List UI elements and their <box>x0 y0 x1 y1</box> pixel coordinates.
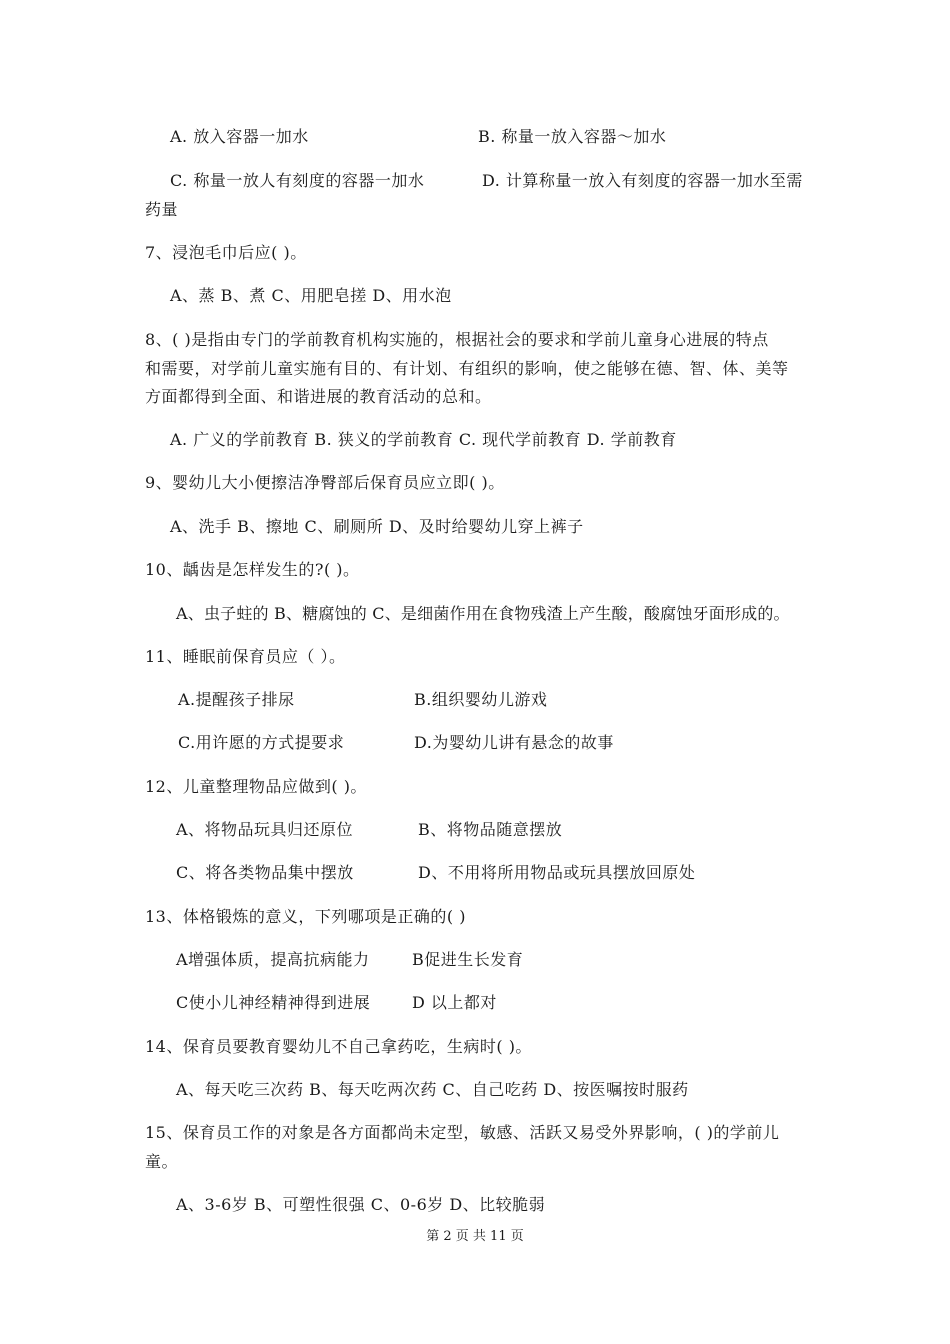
q6-option-d-continued: 药量 <box>145 200 179 219</box>
q7-options: A、蒸 B、煮 C、用肥皂搓 D、用水泡 <box>170 286 452 305</box>
question-14: 14、保育员要教育婴幼儿不自己拿药吃，生病时( )。 <box>145 1037 532 1056</box>
q6-option-d: D. 计算称量一放入有刻度的容器一加水至需 <box>482 171 803 190</box>
q12-option-a: A、将物品玩具归还原位 <box>176 820 354 839</box>
q12-option-c: C、将各类物品集中摆放 <box>176 863 354 882</box>
q11-option-b: B.组织婴幼儿游戏 <box>414 690 548 709</box>
q13-option-a: A增强体质，提高抗病能力 <box>176 950 370 969</box>
question-9: 9、婴幼儿大小便擦洁净臀部后保育员应立即( )。 <box>145 473 505 492</box>
q9-options: A、洗手 B、擦地 C、刷厕所 D、及时给婴幼儿穿上裤子 <box>170 517 584 536</box>
question-13: 13、体格锻炼的意义，下列哪项是正确的( ) <box>145 907 466 926</box>
q8-options: A. 广义的学前教育 B. 狭义的学前教育 C. 现代学前教育 D. 学前教育 <box>170 430 677 449</box>
q6-option-b: B. 称量一放入容器～加水 <box>478 127 667 146</box>
q6-option-c: C. 称量一放人有刻度的容器一加水 <box>170 171 425 190</box>
q12-option-b: B、将物品随意摆放 <box>418 820 563 839</box>
question-15-line-1: 15、保育员工作的对象是各方面都尚未定型，敏感、活跃又易受外界影响，( )的学前儿 <box>145 1123 780 1142</box>
q10-options: A、虫子蛀的 B、糖腐蚀的 C、是细菌作用在食物残渣上产生酸，酸腐蚀牙面形成的。 <box>176 604 790 623</box>
question-12: 12、儿童整理物品应做到( )。 <box>145 777 367 796</box>
question-11: 11、睡眠前保育员应（ ）。 <box>145 647 346 666</box>
q11-option-a: A.提醒孩子排尿 <box>178 690 295 709</box>
question-8-line-1: 8、( )是指由专门的学前教育机构实施的，根据社会的要求和学前儿童身心进展的特点 <box>145 330 769 349</box>
q14-options: A、每天吃三次药 B、每天吃两次药 C、自己吃药 D、按医嘱按时服药 <box>176 1080 689 1099</box>
q11-option-c: C.用许愿的方式提要求 <box>178 733 345 752</box>
q6-option-a: A. 放入容器一加水 <box>170 127 309 146</box>
q13-option-b: B促进生长发育 <box>412 950 524 969</box>
page-number-footer: 第 2 页 共 11 页 <box>426 1229 524 1244</box>
question-8-line-2: 和需要，对学前儿童实施有目的、有计划、有组织的影响，使之能够在德、智、体、美等 <box>145 359 789 378</box>
q13-option-c: C使小儿神经精神得到进展 <box>176 993 371 1012</box>
question-10: 10、龋齿是怎样发生的?( )。 <box>145 560 360 579</box>
q15-options: A、3-6岁 B、可塑性很强 C、0-6岁 D、比较脆弱 <box>176 1195 546 1214</box>
q12-option-d: D、不用将所用物品或玩具摆放回原处 <box>418 863 696 882</box>
question-7: 7、浸泡毛巾后应( )。 <box>145 243 307 262</box>
question-8-line-3: 方面都得到全面、和谐进展的教育活动的总和。 <box>145 387 492 406</box>
q13-option-d: D 以上都对 <box>412 993 497 1012</box>
q11-option-d: D.为婴幼儿讲有悬念的故事 <box>414 733 614 752</box>
question-15-line-2: 童。 <box>145 1152 179 1171</box>
